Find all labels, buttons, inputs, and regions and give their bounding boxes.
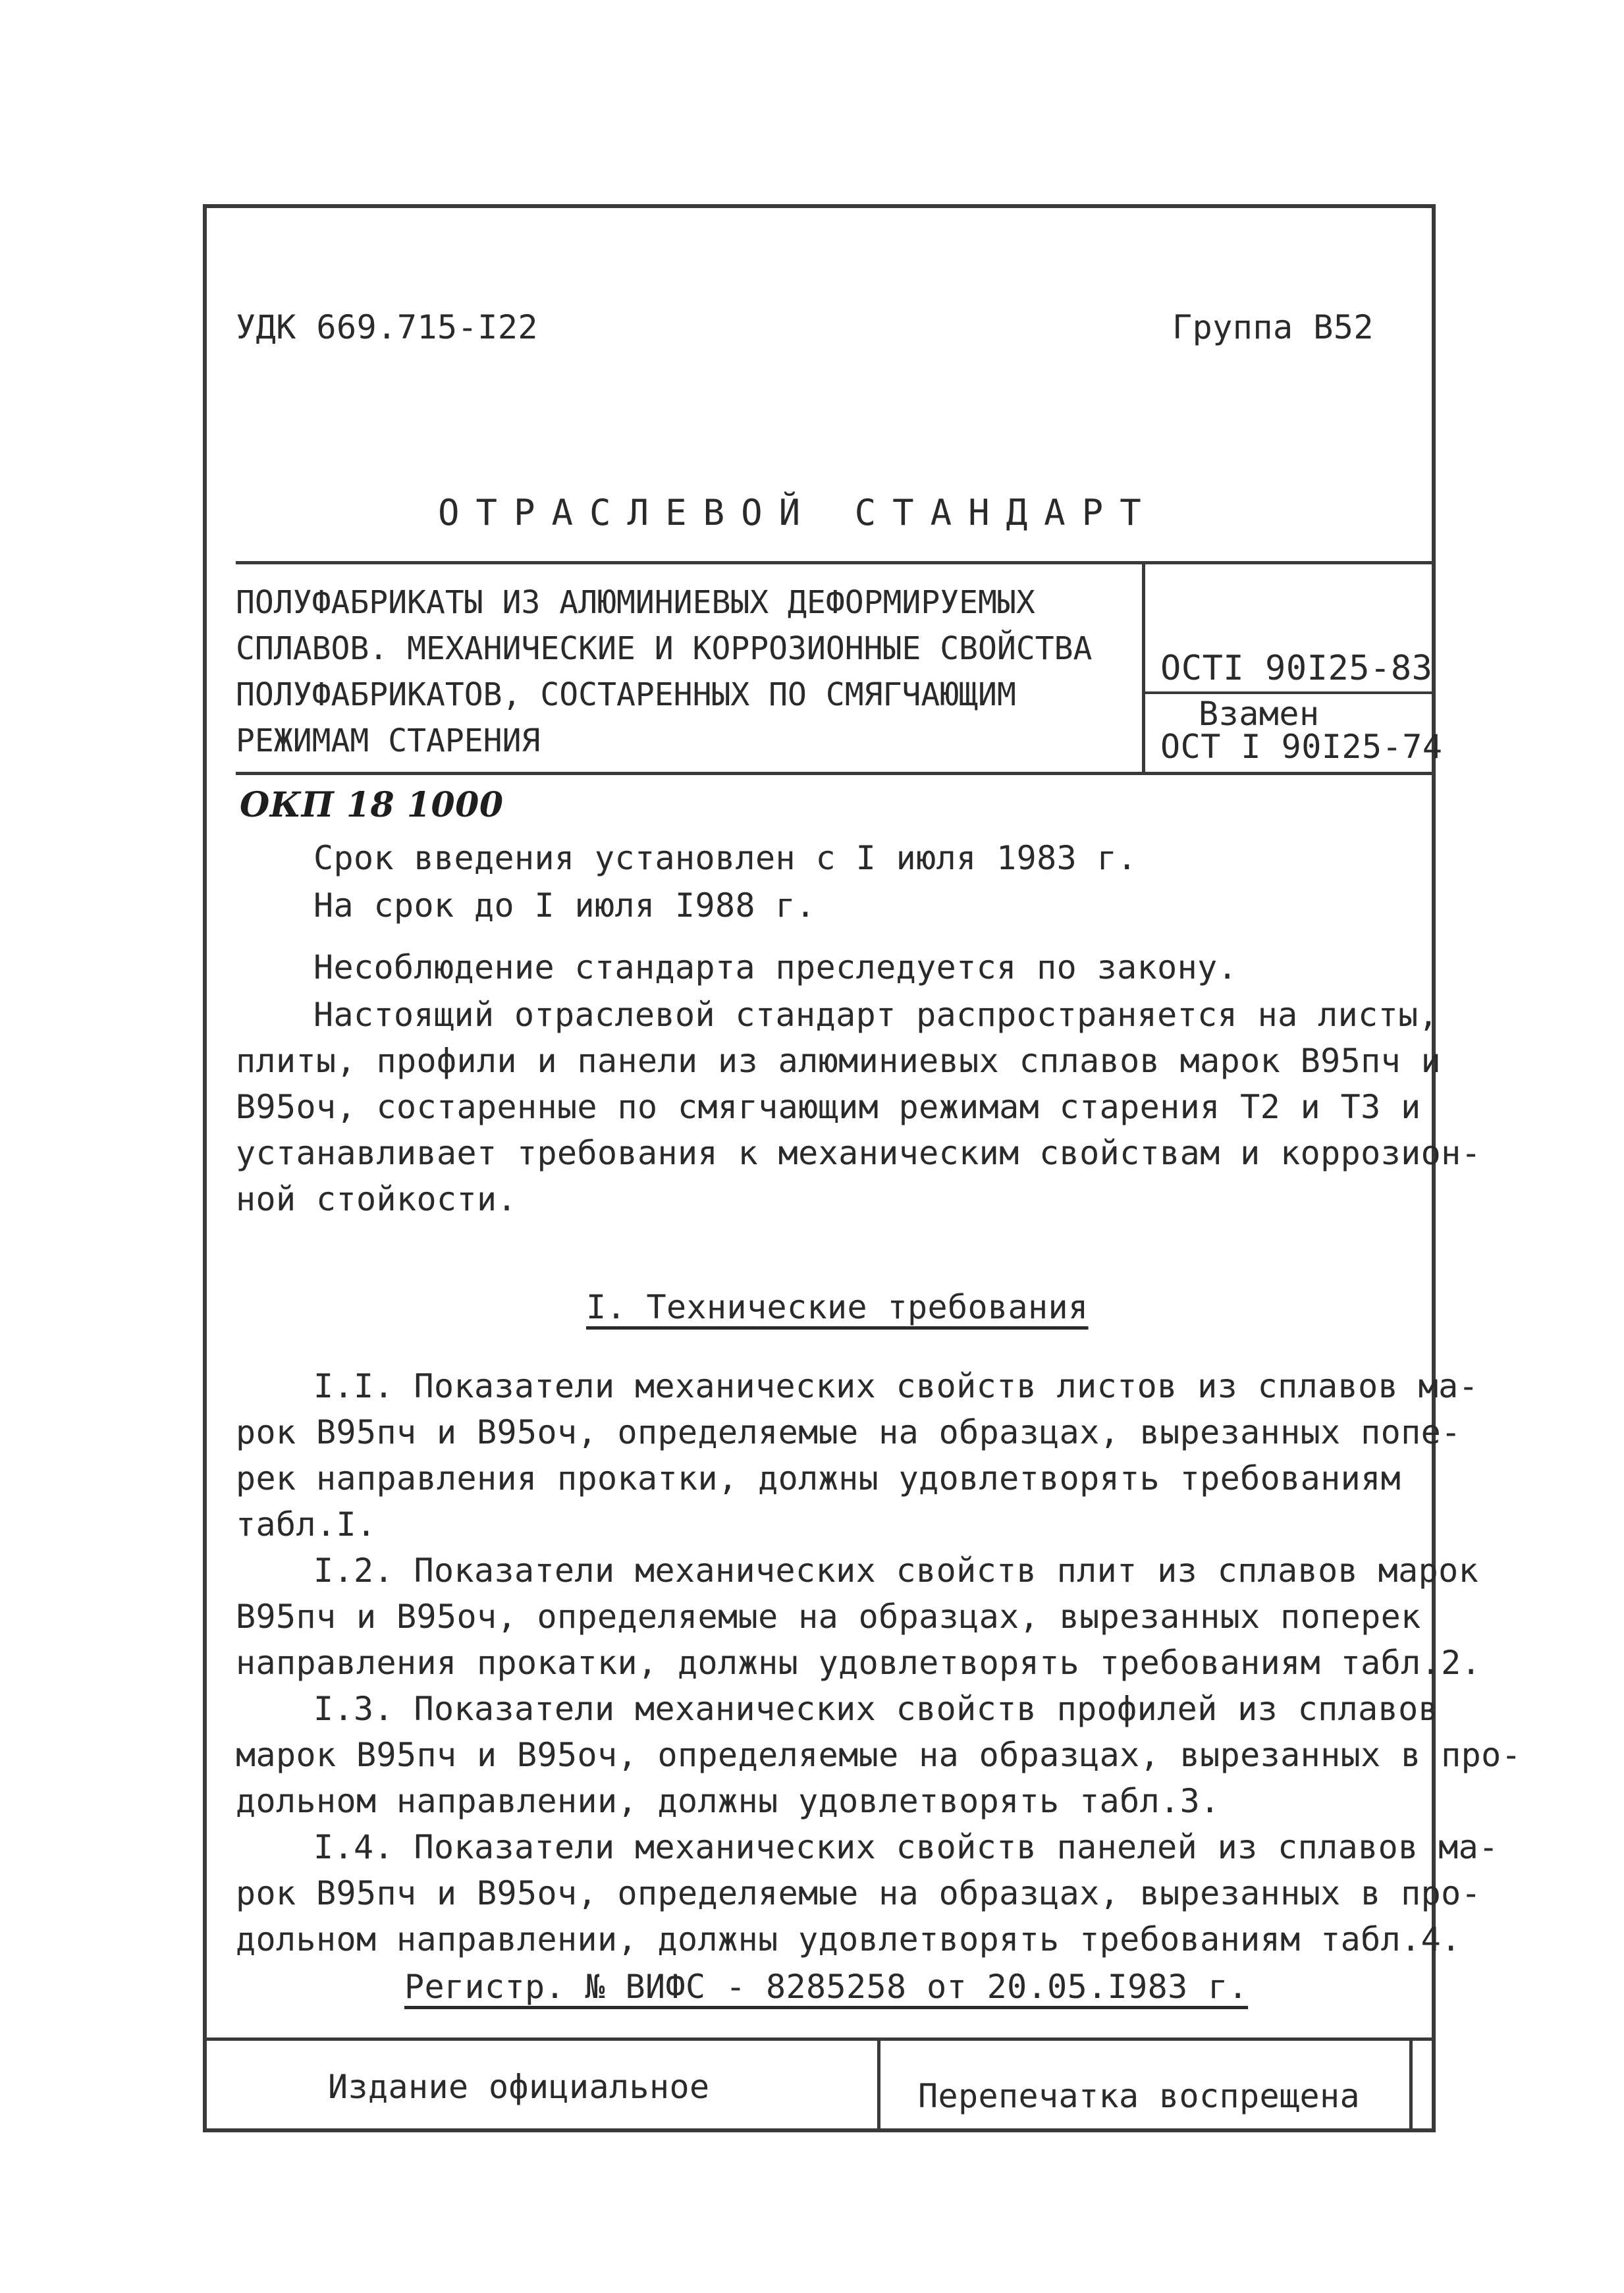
- clause-line: рок В95пч и В95оч, определяемые на образцах, вырезанных в про-: [236, 1874, 1482, 1912]
- ost-number: ОСТI 90I25-83: [1160, 649, 1433, 688]
- replaces-label: Взамен: [1199, 695, 1320, 733]
- footer-top-rule: [203, 2037, 1436, 2041]
- clause-line: рек направления прокатки, должны удовлетворять требованиям: [236, 1459, 1401, 1497]
- clause-line: рок В95пч и В95оч, определяемые на образцах, вырезанных попе-: [236, 1413, 1461, 1451]
- clause-line: I.2. Показатели механических свойств плит из сплавов марок: [313, 1551, 1479, 1590]
- clause-line: дольном направлении, должны удовлетворять требованиям табл.4.: [236, 1920, 1461, 1958]
- clause-line: I.3. Показатели механических свойств профилей из сплавов: [313, 1690, 1439, 1728]
- udk-code: УДК 669.715-I22: [236, 308, 539, 346]
- section-title: I. Технические требования: [586, 1288, 1089, 1326]
- title-block-bottom-rule: [236, 772, 1436, 775]
- clause-line: дольном направлении, должны удовлетворять табл.3.: [236, 1782, 1220, 1820]
- intro-line-2: Настоящий отраслевой стандарт распространяется на листы,: [313, 996, 1439, 1034]
- intro-date: Срок введения установлен с I июля 1983 г.: [313, 839, 1137, 877]
- footer-right-edge: [1409, 2037, 1413, 2132]
- title-line-1: ПОЛУФАБРИКАТЫ ИЗ АЛЮМИНИЕВЫХ ДЕФОРМИРУЕМЫХ: [236, 584, 1035, 621]
- standard-type-heading: ОТРАСЛЕВОЙ СТАНДАРТ: [438, 492, 1158, 533]
- footer-official-edition: Издание официальное: [328, 2068, 710, 2106]
- intro-line-5: устанавливает требования к механическим свойствам и коррозион-: [236, 1134, 1482, 1172]
- title-line-4: РЕЖИМАМ СТАРЕНИЯ: [236, 722, 541, 759]
- title-block-top-rule: [236, 561, 1436, 564]
- footer-reprint-prohibited: Перепечатка воспрещена: [918, 2077, 1361, 2115]
- clause-line: В95пч и В95оч, определяемые на образцах, вырезанных поперек: [236, 1598, 1421, 1636]
- clause-line: I.4. Показатели механических свойств панелей из сплавов ма-: [313, 1828, 1499, 1866]
- group-code: Группа В52: [1172, 308, 1374, 346]
- clause-line: направления прокатки, должны удовлетворять требованиям табл.2.: [236, 1644, 1482, 1682]
- replaces-ost: ОСТ I 90I25-74: [1160, 728, 1443, 766]
- intro-line-6: ной стойкости.: [236, 1180, 518, 1218]
- title-line-3: ПОЛУФАБРИКАТОВ, СОСТАРЕННЫХ ПО СМЯГЧАЮЩИМ: [236, 676, 1016, 713]
- intro-line-1: Несоблюдение стандарта преследуется по закону.: [313, 948, 1238, 986]
- registration-line: Регистр. № ВИФС - 8285258 от 20.05.I983 г.: [404, 1968, 1249, 2006]
- ost-divider-rule: [1142, 691, 1436, 694]
- clause-line: марок В95пч и В95оч, определяемые на образцах, вырезанных в про-: [236, 1736, 1522, 1774]
- title-line-2: СПЛАВОВ. МЕХАНИЧЕСКИЕ И КОРРОЗИОННЫЕ СВОЙСТВА: [236, 630, 1093, 667]
- clause-line: табл.I.: [236, 1505, 377, 1544]
- okp-code-handwritten: ОКП 18 1000: [240, 785, 504, 825]
- clause-line: I.I. Показатели механических свойств листов из сплавов ма-: [313, 1367, 1479, 1405]
- title-block-divider: [1142, 561, 1145, 773]
- valid-until-date: На срок до I июля I988 г.: [313, 886, 816, 925]
- intro-line-3: плиты, профили и панели из алюминиевых сплавов марок В95пч и: [236, 1042, 1442, 1080]
- footer-divider: [877, 2037, 880, 2132]
- intro-line-4: В95оч, состаренные по смягчающим режимам старения Т2 и Т3 и: [236, 1088, 1421, 1126]
